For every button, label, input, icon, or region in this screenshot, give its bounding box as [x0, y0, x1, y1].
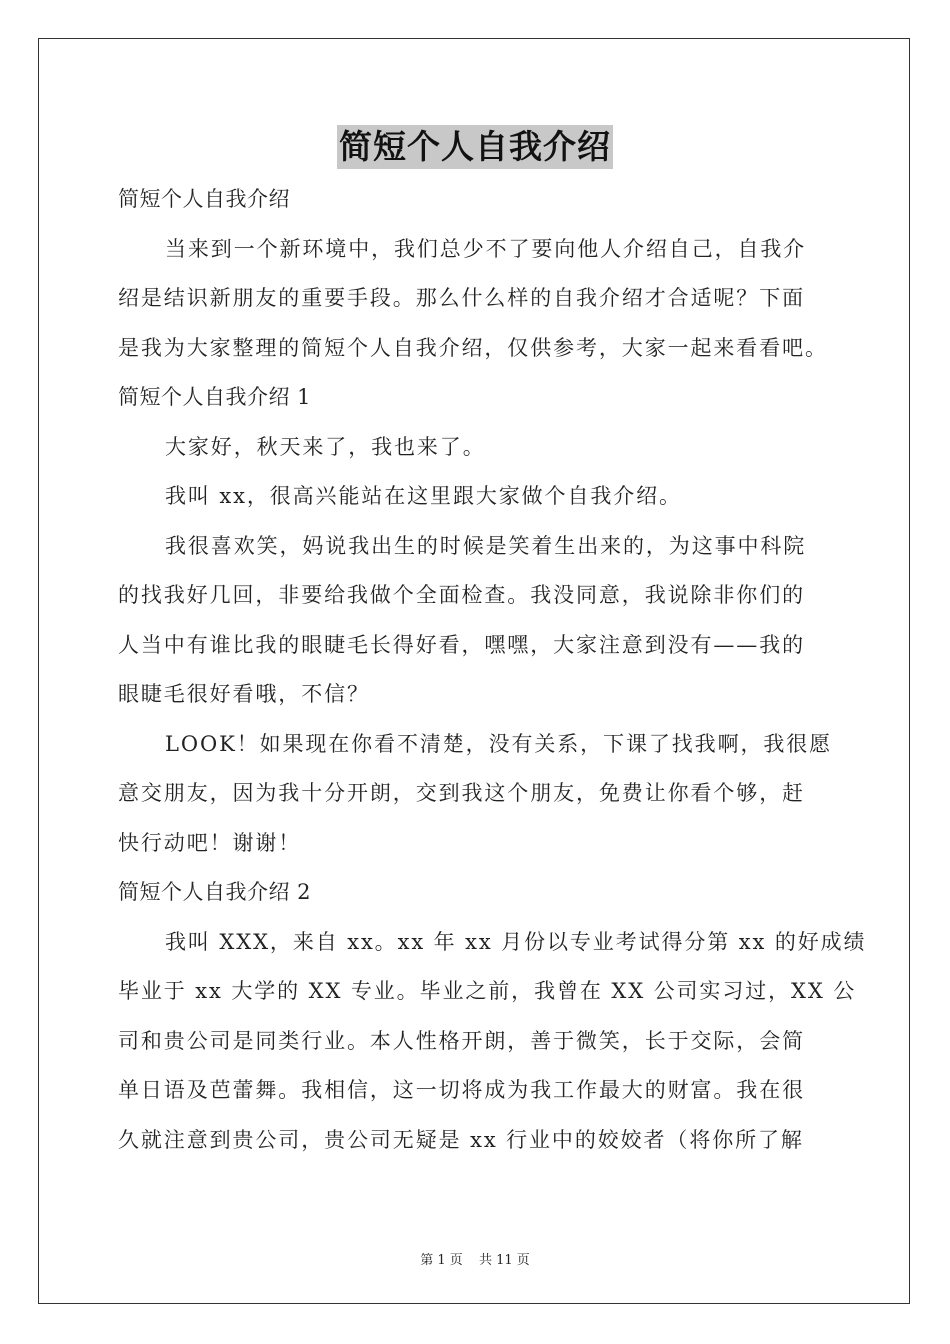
- paragraph-line: 久就注意到贵公司，贵公司无疑是 xx 行业中的姣姣者（将你所了解: [118, 1127, 804, 1152]
- paragraph-line: LOOK！如果现在你看不清楚，没有关系，下课了找我啊，我很愿: [165, 731, 833, 756]
- page-footer: [0, 1249, 950, 1268]
- paragraph-line: 快行动吧！谢谢！: [118, 830, 302, 855]
- paragraph-line: 司和贵公司是同类行业。本人性格开朗，善于微笑，长于交际，会简: [118, 1028, 805, 1053]
- page-number: 第 1 页: [420, 1253, 463, 1268]
- paragraph-line: 我叫 xx，很高兴能站在这里跟大家做个自我介绍。: [165, 484, 682, 508]
- section-heading-2: 简短个人自我介绍 2: [118, 880, 312, 904]
- section-heading-1: 简短个人自我介绍 1: [118, 385, 312, 409]
- paragraph-line: 大家好，秋天来了，我也来了。: [165, 434, 486, 459]
- paragraph-line: 绍是结识新朋友的重要手段。那么什么样的自我介绍才合适呢？下面: [118, 286, 805, 310]
- paragraph-line: 当来到一个新环境中，我们总少不了要向他人介绍自己，自我介: [165, 236, 807, 261]
- paragraph-line: 是我为大家整理的简短个人自我介绍，仅供参考，大家一起来看看吧。: [118, 335, 828, 360]
- paragraph-line: 的找我好几回，非要给我做个全面检查。我没同意，我说除非你们的: [118, 583, 805, 607]
- paragraph-line: 毕业于 xx 大学的 XX 专业。毕业之前，我曾在 XX 公司实习过，XX 公: [118, 979, 857, 1003]
- title-container: [0, 125, 950, 169]
- intro-heading: 简短个人自我介绍: [118, 187, 290, 211]
- paragraph-line: 意交朋友，因为我十分开朗，交到我这个朋友，免费让你看个够，赶: [118, 781, 805, 805]
- paragraph-line: 单日语及芭蕾舞。我相信，这一切将成为我工作最大的财富。我在很: [118, 1078, 805, 1102]
- paragraph-line: 我叫 XXX，来自 xx。xx 年 xx 月份以专业考试得分第 xx 的好成绩: [165, 929, 867, 954]
- document-body: [118, 175, 867, 1165]
- paragraph-line: 我很喜欢笑，妈说我出生的时候是笑着生出来的，为这事中科院: [165, 533, 807, 558]
- paragraph-line: 人当中有谁比我的眼睫毛长得好看，嘿嘿，大家注意到没有——我的: [118, 632, 805, 657]
- paragraph-line: 眼睫毛很好看哦，不信？: [118, 682, 370, 706]
- page-total: 共 11 页: [478, 1253, 530, 1268]
- document-title: 简短个人自我介绍: [337, 125, 613, 169]
